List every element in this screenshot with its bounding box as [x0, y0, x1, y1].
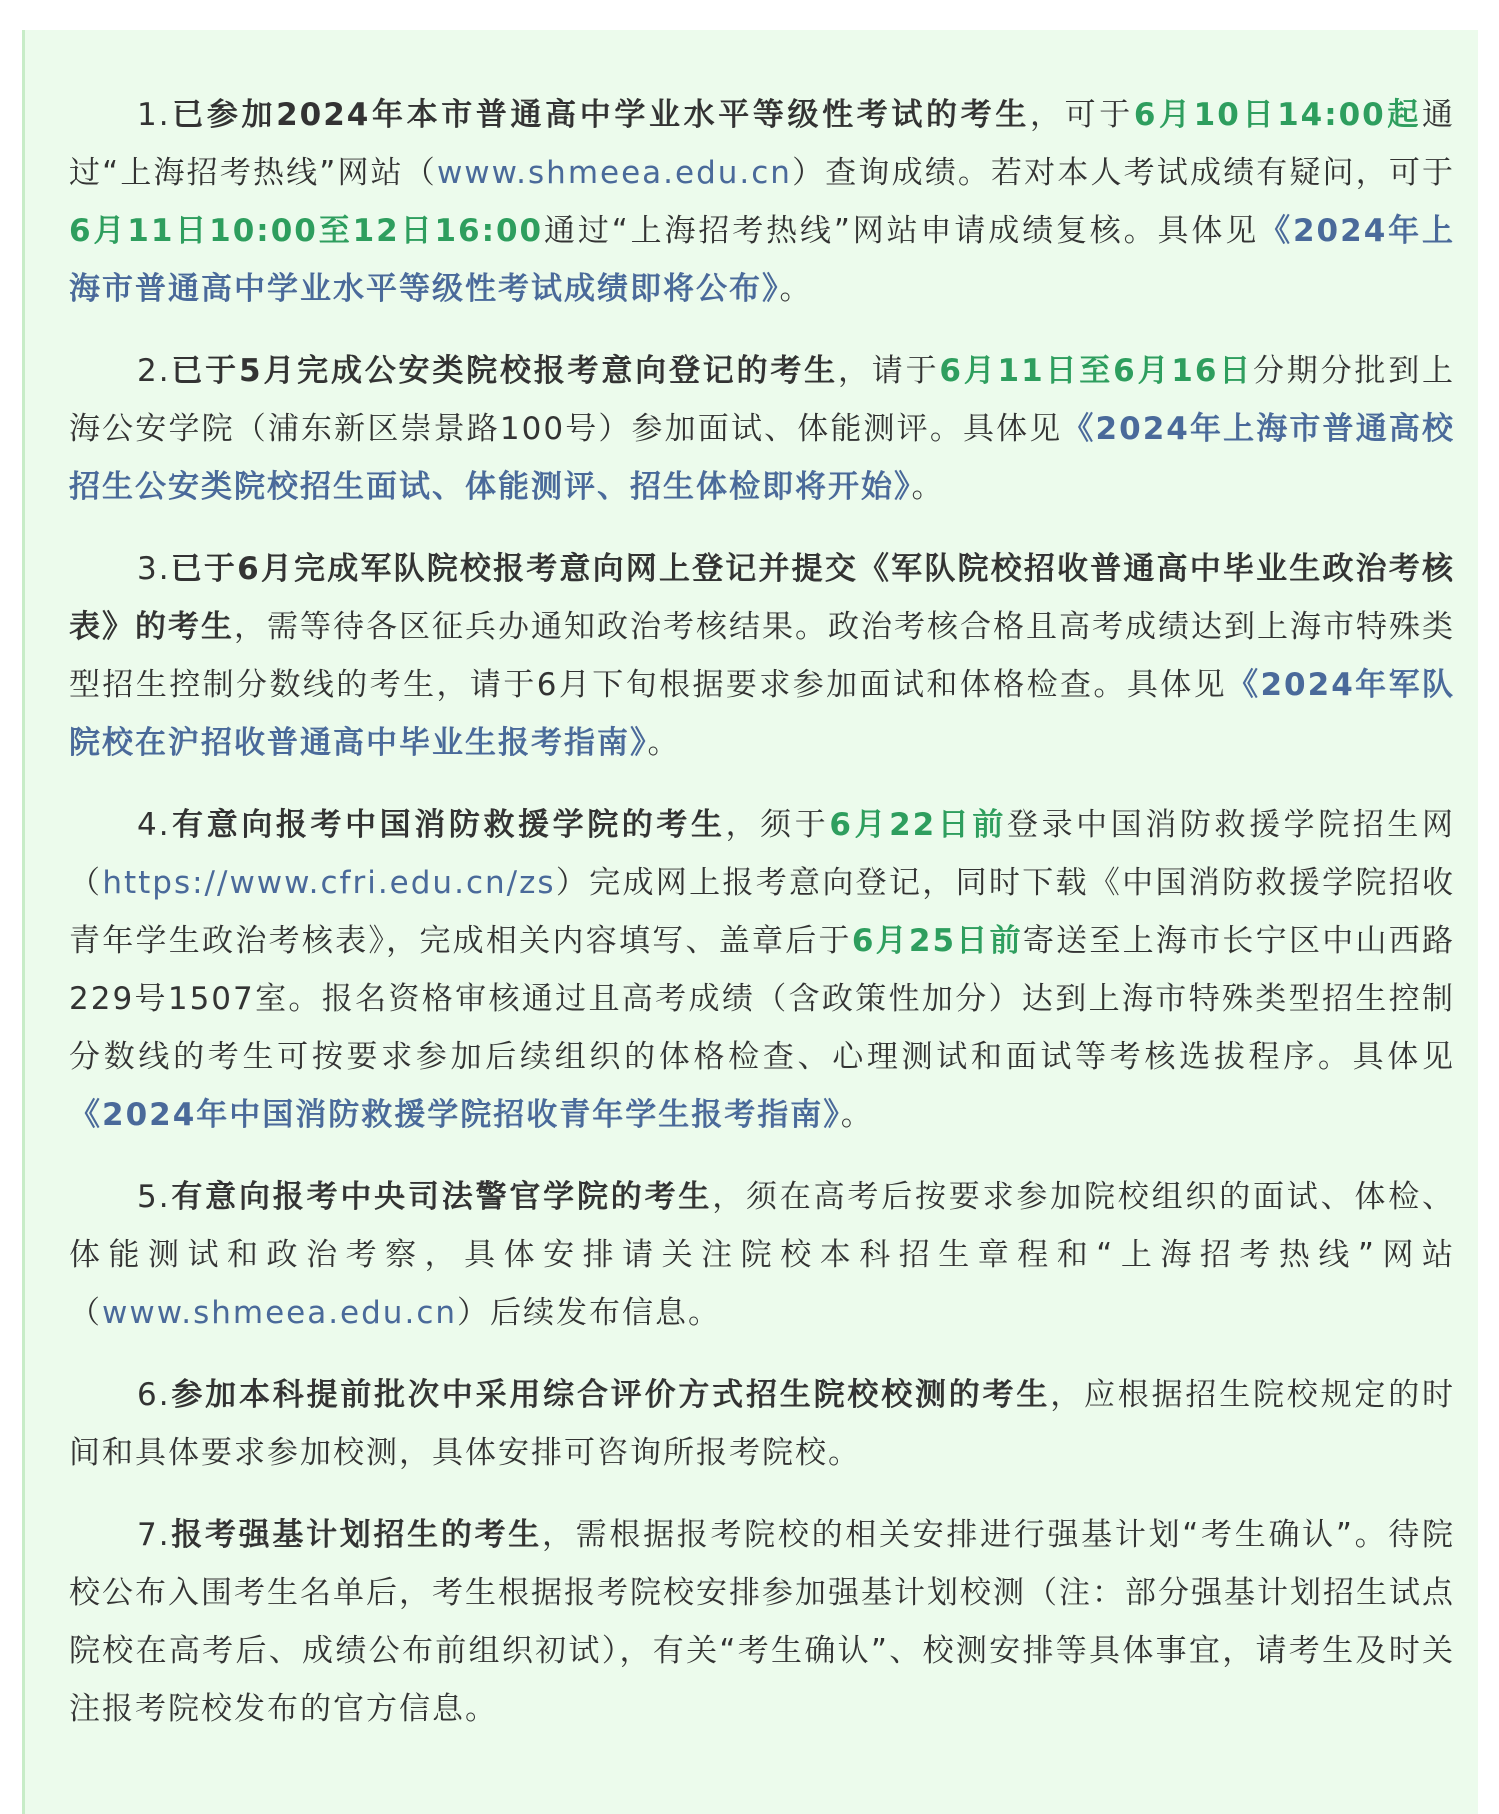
item-7 [69, 1506, 1455, 1738]
item-text: ，请于 [837, 353, 940, 389]
item-text: ，需根据报考院校的相关安排进行强基计划“考生确认”。待院校公布入围考生名单后，考生根据报考院校安排参加强基计划校测（注：部分强基计划招生试点院校在高考后、成绩公布前组织初试），有关“考生确认”、校测安排等具体事宜，请考生及时关注报考院校发布的官方信息。 [69, 1517, 1455, 1727]
item-6 [69, 1366, 1455, 1482]
item-4 [69, 796, 1455, 1144]
item-lead: 有意向报考中国消防救援学院的考生 [170, 807, 726, 843]
item-lead: 已于5月完成公安类院校报考意向登记的考生 [170, 353, 838, 389]
item-text: 分期分批到上海公安学院（浦东新区崇景路100号）参加面试、体能测评。具体见 [69, 353, 1456, 447]
highlight-date: 6月10日14:00起 [1133, 97, 1423, 133]
item-text: 。 [647, 725, 681, 761]
article-link[interactable]: 《2024年上海市普通高校招生公安类院校招生面试、体能测评、招生体检即将开始》 [69, 411, 1455, 505]
item-lead: 已参加2024年本市普通高中学业水平等级性考试的考生 [170, 97, 1030, 133]
highlight-date: 6月25日前 [851, 923, 1023, 959]
item-number: 3. [137, 551, 171, 587]
article-link[interactable]: 《2024年军队院校在沪招收普通高中毕业生报考指南》 [69, 667, 1455, 761]
item-lead: 已于6月完成军队院校报考意向网上登记并提交《军队院校招收普通高中毕业生政治考核表》的考生 [69, 551, 1455, 645]
item-text: ，须在高考后按要求参加院校组织的面试、体检、体能测试和政治考察，具体安排请关注院校本科招生章程和“上海招考热线”网站（ [69, 1179, 1455, 1331]
item-number: 6. [137, 1377, 171, 1413]
item-text: 寄送至上海市长宁区中山西路229号1507室。报名资格审核通过且高考成绩（含政策性加分）达到上海市特殊类型招生控制分数线的考生可按要求参加后续组织的体格检查、心理测试和面试等考核选拔程序。具体见 [69, 923, 1455, 1075]
item-text: 登录中国消防救援学院招生网（ [69, 807, 1456, 901]
item-number: 7. [137, 1517, 171, 1553]
item-text: ，须于 [725, 807, 830, 843]
item-number: 2. [137, 353, 171, 389]
item-5 [69, 1168, 1455, 1342]
item-text: ）查询成绩。若对本人考试成绩有疑问，可于 [791, 155, 1456, 191]
notice-content [69, 86, 1455, 1762]
item-lead: 有意向报考中央司法警官学院的考生 [170, 1179, 713, 1215]
item-text: 。 [840, 1097, 874, 1133]
notice-panel [22, 30, 1478, 1814]
item-text: ，可于 [1029, 97, 1134, 133]
website-link[interactable]: www.shmeea.edu.cn [436, 155, 792, 191]
item-2 [69, 342, 1455, 516]
item-text: ）完成网上报考意向登记，同时下载《中国消防救援学院招收青年学生政治考核表》，完成相关内容填写、盖章后于 [69, 865, 1456, 959]
item-text: 。 [779, 271, 813, 307]
item-text: ，应根据招生院校规定的时间和具体要求参加校测，具体安排可咨询所报考院校。 [69, 1377, 1456, 1471]
item-number: 4. [137, 807, 171, 843]
item-lead: 报考强基计划招生的考生 [170, 1517, 542, 1553]
item-3 [69, 540, 1455, 772]
item-text: 通过“上海招考热线”网站申请成绩复核。具体见 [543, 213, 1260, 249]
item-text: 通过“上海招考热线”网站（ [69, 97, 1456, 191]
article-link[interactable]: 《2024年中国消防救援学院招收青年学生报考指南》 [69, 1097, 841, 1133]
item-number: 1. [137, 97, 171, 133]
item-1 [69, 86, 1455, 318]
article-link[interactable]: 《2024年上海市普通高中学业水平等级性考试成绩即将公布》 [69, 213, 1455, 307]
highlight-date: 6月22日前 [829, 807, 1007, 843]
item-lead: 参加本科提前批次中采用综合评价方式招生院校校测的考生 [170, 1377, 1051, 1413]
item-number: 5. [137, 1179, 171, 1215]
highlight-date: 6月11日10:00至12日16:00 [69, 213, 544, 249]
website-link[interactable]: www.shmeea.edu.cn [102, 1295, 458, 1331]
website-link[interactable]: https://www.cfri.edu.cn/zs [102, 865, 556, 901]
item-text: 。 [911, 469, 945, 505]
item-text: ）后续发布信息。 [457, 1295, 722, 1331]
highlight-date: 6月11日至6月16日 [939, 353, 1253, 389]
item-text: ，需等待各区征兵办通知政治考核结果。政治考核合格且高考成绩达到上海市特殊类型招生控制分数线的考生，请于6月下旬根据要求参加面试和体格检查。具体见 [69, 609, 1455, 703]
